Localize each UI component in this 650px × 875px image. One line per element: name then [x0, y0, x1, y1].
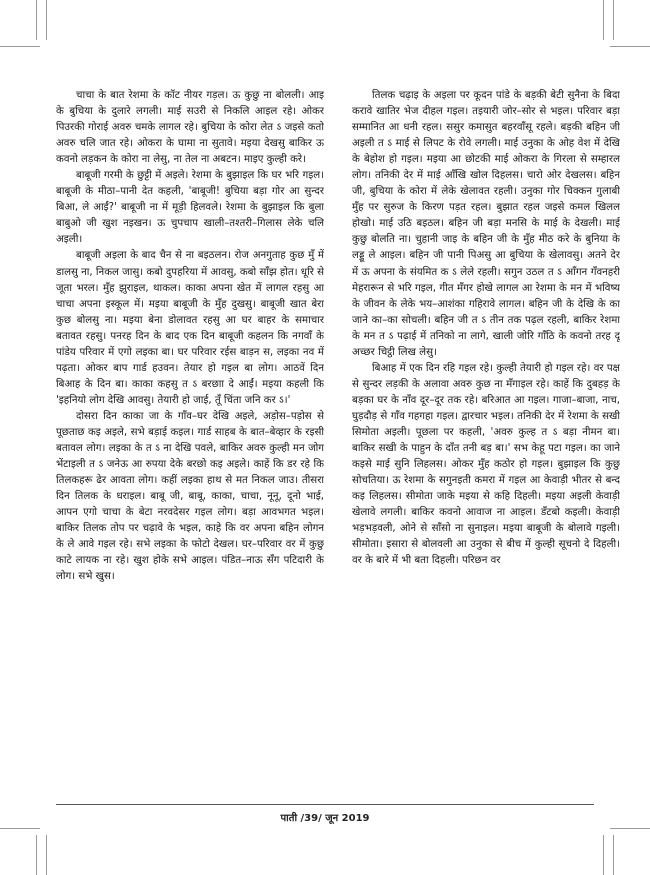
- page-footer: पाती /39/ जून 2019: [280, 813, 370, 824]
- crop-mark: [610, 828, 650, 829]
- crop-mark: [36, 0, 37, 40]
- paragraph: चाचा के बात रेशमा के कॉट नीयर गड़ल। ऊ कुछु ना बोलली। आइ के बुचिया के दुलारे लगली। माई सउरी से निकलि आइल रहे। ओकर पिउरकी गोराई अवरु चमके लागल रहे। बुचिया के कोरा लेत ऽ जइसे कतो अवरु चलि जात रहे। ओकरा के घामा ना सुतावे। मइया देखसु बाकिर ऊ कवनो लड़कन के कोरा ना लेसु, ना तेल ना अबटन। माइए कुल्ही करे।: [56, 90, 324, 166]
- crop-mark: [46, 835, 47, 875]
- paragraph: तिलक चढ़ाइ के अइला पर कूदन पांडे के बड़की बेटी सुनैना के बिदा करावे खातिर भेज दीहल गइल। तइयारी जोर–सोर से भइल। परिवार बड़ा सम्मानित आ धनी रहल। ससुर कमासुत बहरवाँसू रहले। बड़की बहिन जी अइली त ऽ माई से लिपट के रोवे लगली। माई उनुका के ओह वेश में देखि के बेहोश हो गइल। मइया आ छोटकी माई ओकरा के गिरला से सम्हारल लोग। तनिकी देर में माई आँखि खोल दिहलस। चारो ओर देखलस। बहिन जी, बुचिया के कोरा में लेके खेलावत रहली। उनुका गोर चिक्कन गुलाबी मुँह पर सुरुज के किरण पड़त रहल। बुझात रहल जइसे कमल खिलल होखो। माई उठि बइठल। बहिन जी बड़ा मनसि के माई के देखली। माई कुछु बोलति ना। चुहानी जाइ के बहिन जी के मुँह मीठ करे के बुनिया के लड्डू ले आइल। बहिन जी पानी पिअसु आ बुचिया के खेलावसु। अतने देर में ऊ अपना के संयमित क ऽ लेले रहली। सगुन उठल त ऽ आँगन गँवनहरी मेहरारून से भरि गइल, गीत मँगर होखे लागल आ रेशमा के मन में भविष्य के जीवन के लेके भय–आशंका गहिरावे लागल। बहिन जी के देखि के का जाने का–का सोचली। बहिन जी त ऽ तीन तक पढ़ल रहली, बाकिर रेशमा के मन त ऽ पढ़ाई में तनिको ना लागे, खाली जोरि गाँठि के कवनो तरह दू अच्छर चिट्ठी लिख लेसु।: [352, 90, 620, 358]
- footer-divider: [56, 804, 594, 805]
- crop-mark: [0, 46, 40, 47]
- paragraph: बाबूजी अइला के बाद चैन से ना बइठलन। रोज अनगुताह कुछ मुँ में डालसु ना, निकल जासु। कबो दुपहरिया में आवसु, कबो साँझ होत। धूरि से जूता भरल। मुँह झुराइल, थाकल। काका अपना खेत में लागल रहसु आ चाचा अपना इस्कूल में। मइया बाबूजी के मुँह दुखसु। बाबूजी खात बेरा कुछ बोलसु ना। मइया बेना डोलावत रहसु आ घर बाहर के समाचार बतावत रहसु। पनरह दिन के बाद एक दिन बाबूजी कहलन कि नगवाँ के पांडेय परिवार में एगो लइका बा। घर परिवार रईस बाड़न स, लइका नव में पढ़ता। ओकर बाप गार्ड हउवन। तेयार हो गइल बा लोग। आठवें दिन बिआह के दिन बा। काका कहसु त ऽ बरछाा दे आईं। मइया कहली कि 'इहनियो लोग देखि आवसु। तेयारी हो जाई, तूँ चिंता जनि कर ऽ।': [56, 250, 324, 406]
- crop-mark: [46, 0, 47, 40]
- crop-mark: [613, 835, 614, 875]
- paragraph: दोसरा दिन काका जा के गाँव–घर देखि अइले, अड़ोस–पड़ोस से पूछताछ कइ अइले, सभे बड़ाई कइल। गार्ड साहब के बात–बेव्हार के रइसी बतावल लोग। लइका के त ऽ ना देखि पवले, बाकिर अवरु कुल्ही मन जोग भेंटाइली त ऽ जनेऊ आ रुपया देके बरछाे कइ अइले। काहें कि डर रहे कि तिलकहरू ढेर आवता लोग। कहीं लइका हाथ से मत निकल जाउ। तीसरा दिन तिलक के धराइल। बाबू जी, बाबू, काका, चाचा, नूनू, दूनो भाई, आपन एगो चाचा के बेटा नरवदेसर गइल लोग। बड़ा आवभगत भइल। बाकिर तिलक तोप पर चढ़ावे के भइल, काहे कि वर अपना बहिन लोगन के ले आवे गइल रहे। सभे लइका के फोटो देखल। घर–परिवार वर में कुछु काटे लायक ना रहे। खुश होके सभे आइल। पंडित–नाऊ सँग पटिदारी के लोग। सभे खुस।: [56, 410, 324, 583]
- crop-mark: [36, 835, 37, 875]
- crop-mark: [603, 835, 604, 875]
- right-text-column: [352, 88, 620, 797]
- crop-mark: [0, 828, 40, 829]
- paragraph: बाबूजी गरमी के छुट्टी में अइले। रेशमा के बुझाइल कि घर भरि गइल। बाबूजी के मीठा–पानी देत कहली, 'बाबूजी! बुचिया बड़ा गोर आ सुन्दर बिआ, ले आईं?' बाबूजी ना में मूड़ी हिलवले। रेशमा के बुझाइल कि बुला बाबुओ जी खुश नइखन। ऊ चुपचाप खाली–तश्तरी–गिलास लेके चलि अइली।: [56, 170, 324, 246]
- paragraph: बिआह में एक दिन रहि गइल रहे। कुल्ही तेयारी हो गइल रहे। वर पक्ष से सुन्दर लड़की के अलावा अवरु कुछ ना मँगाइल रहे। काहें कि दुबहड़ के बड़का घर के नाँव दूर–दूर तक रहे। बरिआत आ गइल। गाजा–बाजा, नाच, घुड़दौड़ से गाँव गहगहा गइल। द्वारचार भइल। तनिकी देर में रेशमा के सखी सिमोता अइली। पूछला पर कहली, 'अवरु कुल्ह त ऽ बड़ा नीमन बा। बाकिर सखी के पाहुन के दाँत तनी बड़ बा।' सभ केहू पटा गइल। का जाने कइसे माई सुनि लिहलस। ओकर मुँह कठोर हो गइल। बुझाइल कि कुछु सोचतिया। ऊ रेशमा के सगुनइती कमरा में गइल आ केवाड़ी भीतर से बन्द कइ लिहलस। सीमोता जाके मइया से कहि दिहली। मइया अइली केवाड़ी खेलावे लगली। बाकिर कवनो आवाज ना आइल। डँटबो कइली। केवाड़ी भड़भड़वली, ओने से साँसो ना सुनाइल। मइया बाबूजी के बोलावे गइली। सीमोता। इसारा से बोलवली आ उनुका से बीच में कुल्ही सूचनो दे दिहली। वर के बारे में भी बता दिहली। परिछन वर: [352, 362, 620, 567]
- crop-mark: [613, 0, 614, 40]
- left-text-column: [56, 88, 324, 797]
- crop-mark: [603, 0, 604, 40]
- crop-mark: [610, 46, 650, 47]
